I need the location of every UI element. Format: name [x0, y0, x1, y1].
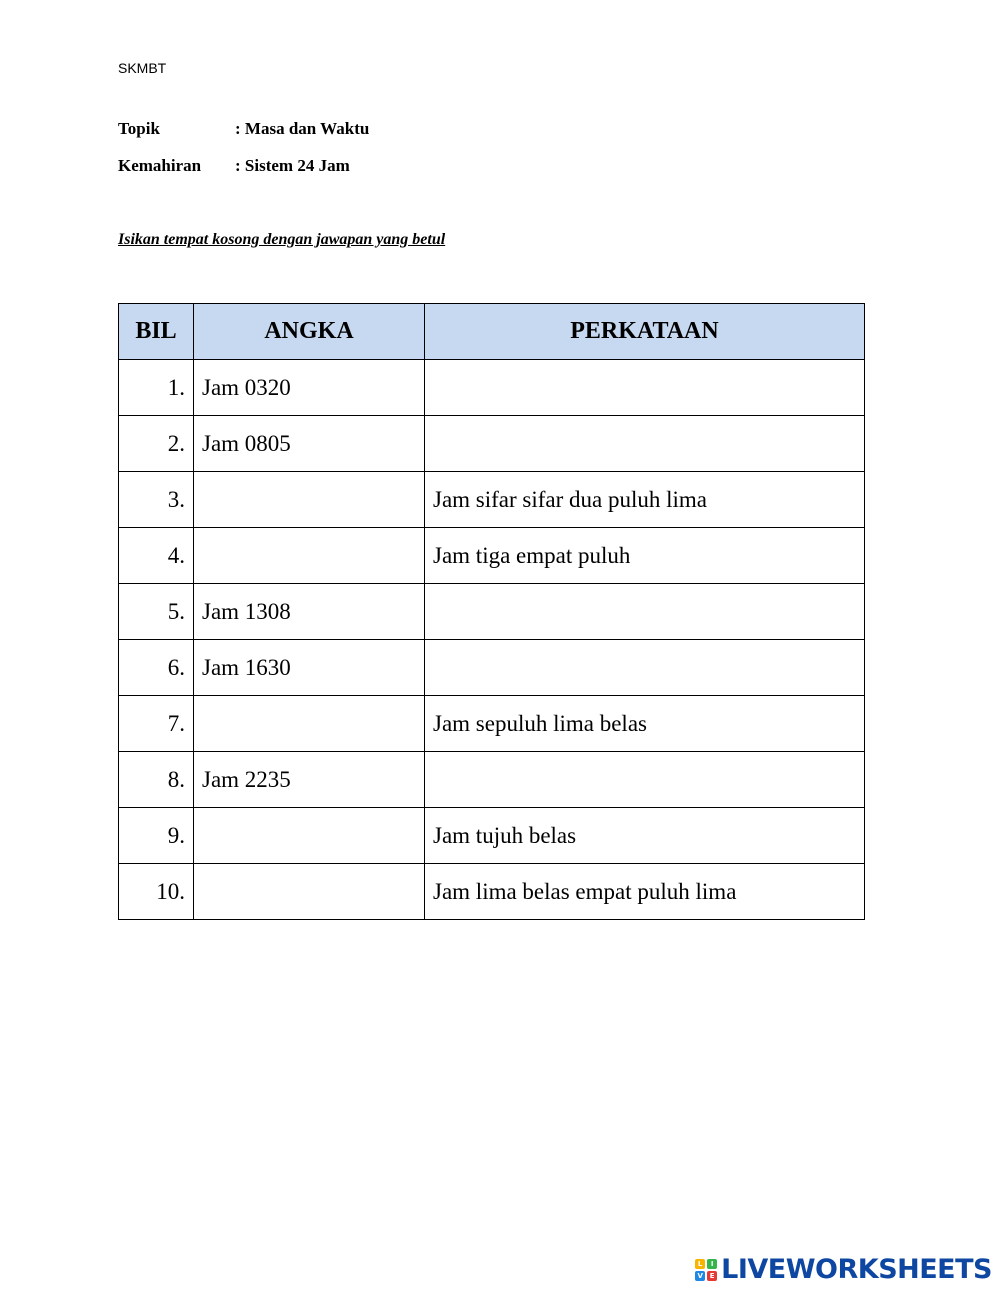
answer-blank-perkataan[interactable]	[425, 416, 865, 472]
answer-blank-angka[interactable]	[194, 696, 425, 752]
liveworksheets-brand	[695, 1254, 992, 1285]
answer-blank-angka[interactable]	[194, 808, 425, 864]
logo-tile: E	[707, 1271, 717, 1281]
school-code: SKMBT	[118, 60, 167, 76]
cell-bil: 3.	[119, 472, 194, 528]
logo-tile: I	[707, 1259, 717, 1269]
logo-tile: V	[695, 1271, 705, 1281]
cell-angka: Jam 1308	[194, 584, 425, 640]
table-row	[119, 584, 865, 640]
table-row	[119, 416, 865, 472]
table-body	[119, 360, 865, 920]
column-header-perkataan: PERKATAAN	[425, 304, 865, 360]
answer-blank-angka[interactable]	[194, 472, 425, 528]
cell-bil: 4.	[119, 528, 194, 584]
topic-row	[118, 119, 369, 139]
cell-bil: 8.	[119, 752, 194, 808]
cell-angka: Jam 0805	[194, 416, 425, 472]
table-row	[119, 640, 865, 696]
column-header-angka: ANGKA	[194, 304, 425, 360]
cell-bil: 10.	[119, 864, 194, 920]
liveworksheets-logo-icon	[695, 1259, 717, 1281]
cell-bil: 7.	[119, 696, 194, 752]
cell-bil: 5.	[119, 584, 194, 640]
table-row	[119, 808, 865, 864]
answer-blank-angka[interactable]	[194, 864, 425, 920]
cell-bil: 6.	[119, 640, 194, 696]
instruction: Isikan tempat kosong dengan jawapan yang betul	[118, 231, 446, 248]
cell-bil: 1.	[119, 360, 194, 416]
column-header-bil: BIL	[119, 304, 194, 360]
answer-blank-angka[interactable]	[194, 528, 425, 584]
skill-row	[118, 156, 350, 176]
brand-name: LIVEWORKSHEETS	[721, 1254, 992, 1285]
skill-value: : Sistem 24 Jam	[235, 156, 350, 175]
table-row	[119, 528, 865, 584]
answer-blank-perkataan[interactable]	[425, 640, 865, 696]
cell-perkataan: Jam sepuluh lima belas	[425, 696, 865, 752]
cell-bil: 2.	[119, 416, 194, 472]
cell-bil: 9.	[119, 808, 194, 864]
cell-angka: Jam 0320	[194, 360, 425, 416]
table-row	[119, 864, 865, 920]
answer-blank-perkataan[interactable]	[425, 752, 865, 808]
cell-perkataan: Jam tujuh belas	[425, 808, 865, 864]
topic-label: Topik	[118, 119, 160, 138]
answer-blank-perkataan[interactable]	[425, 584, 865, 640]
table-row	[119, 752, 865, 808]
table-row	[119, 696, 865, 752]
logo-tile: L	[695, 1259, 705, 1269]
cell-perkataan: Jam lima belas empat puluh lima	[425, 864, 865, 920]
worksheet-table	[118, 303, 865, 920]
cell-angka: Jam 2235	[194, 752, 425, 808]
cell-perkataan: Jam tiga empat puluh	[425, 528, 865, 584]
skill-label: Kemahiran	[118, 156, 202, 175]
cell-angka: Jam 1630	[194, 640, 425, 696]
answer-blank-perkataan[interactable]	[425, 360, 865, 416]
topic-value: : Masa dan Waktu	[235, 119, 370, 138]
table-row	[119, 472, 865, 528]
cell-perkataan: Jam sifar sifar dua puluh lima	[425, 472, 865, 528]
table-header-row	[119, 304, 865, 360]
table-row	[119, 360, 865, 416]
